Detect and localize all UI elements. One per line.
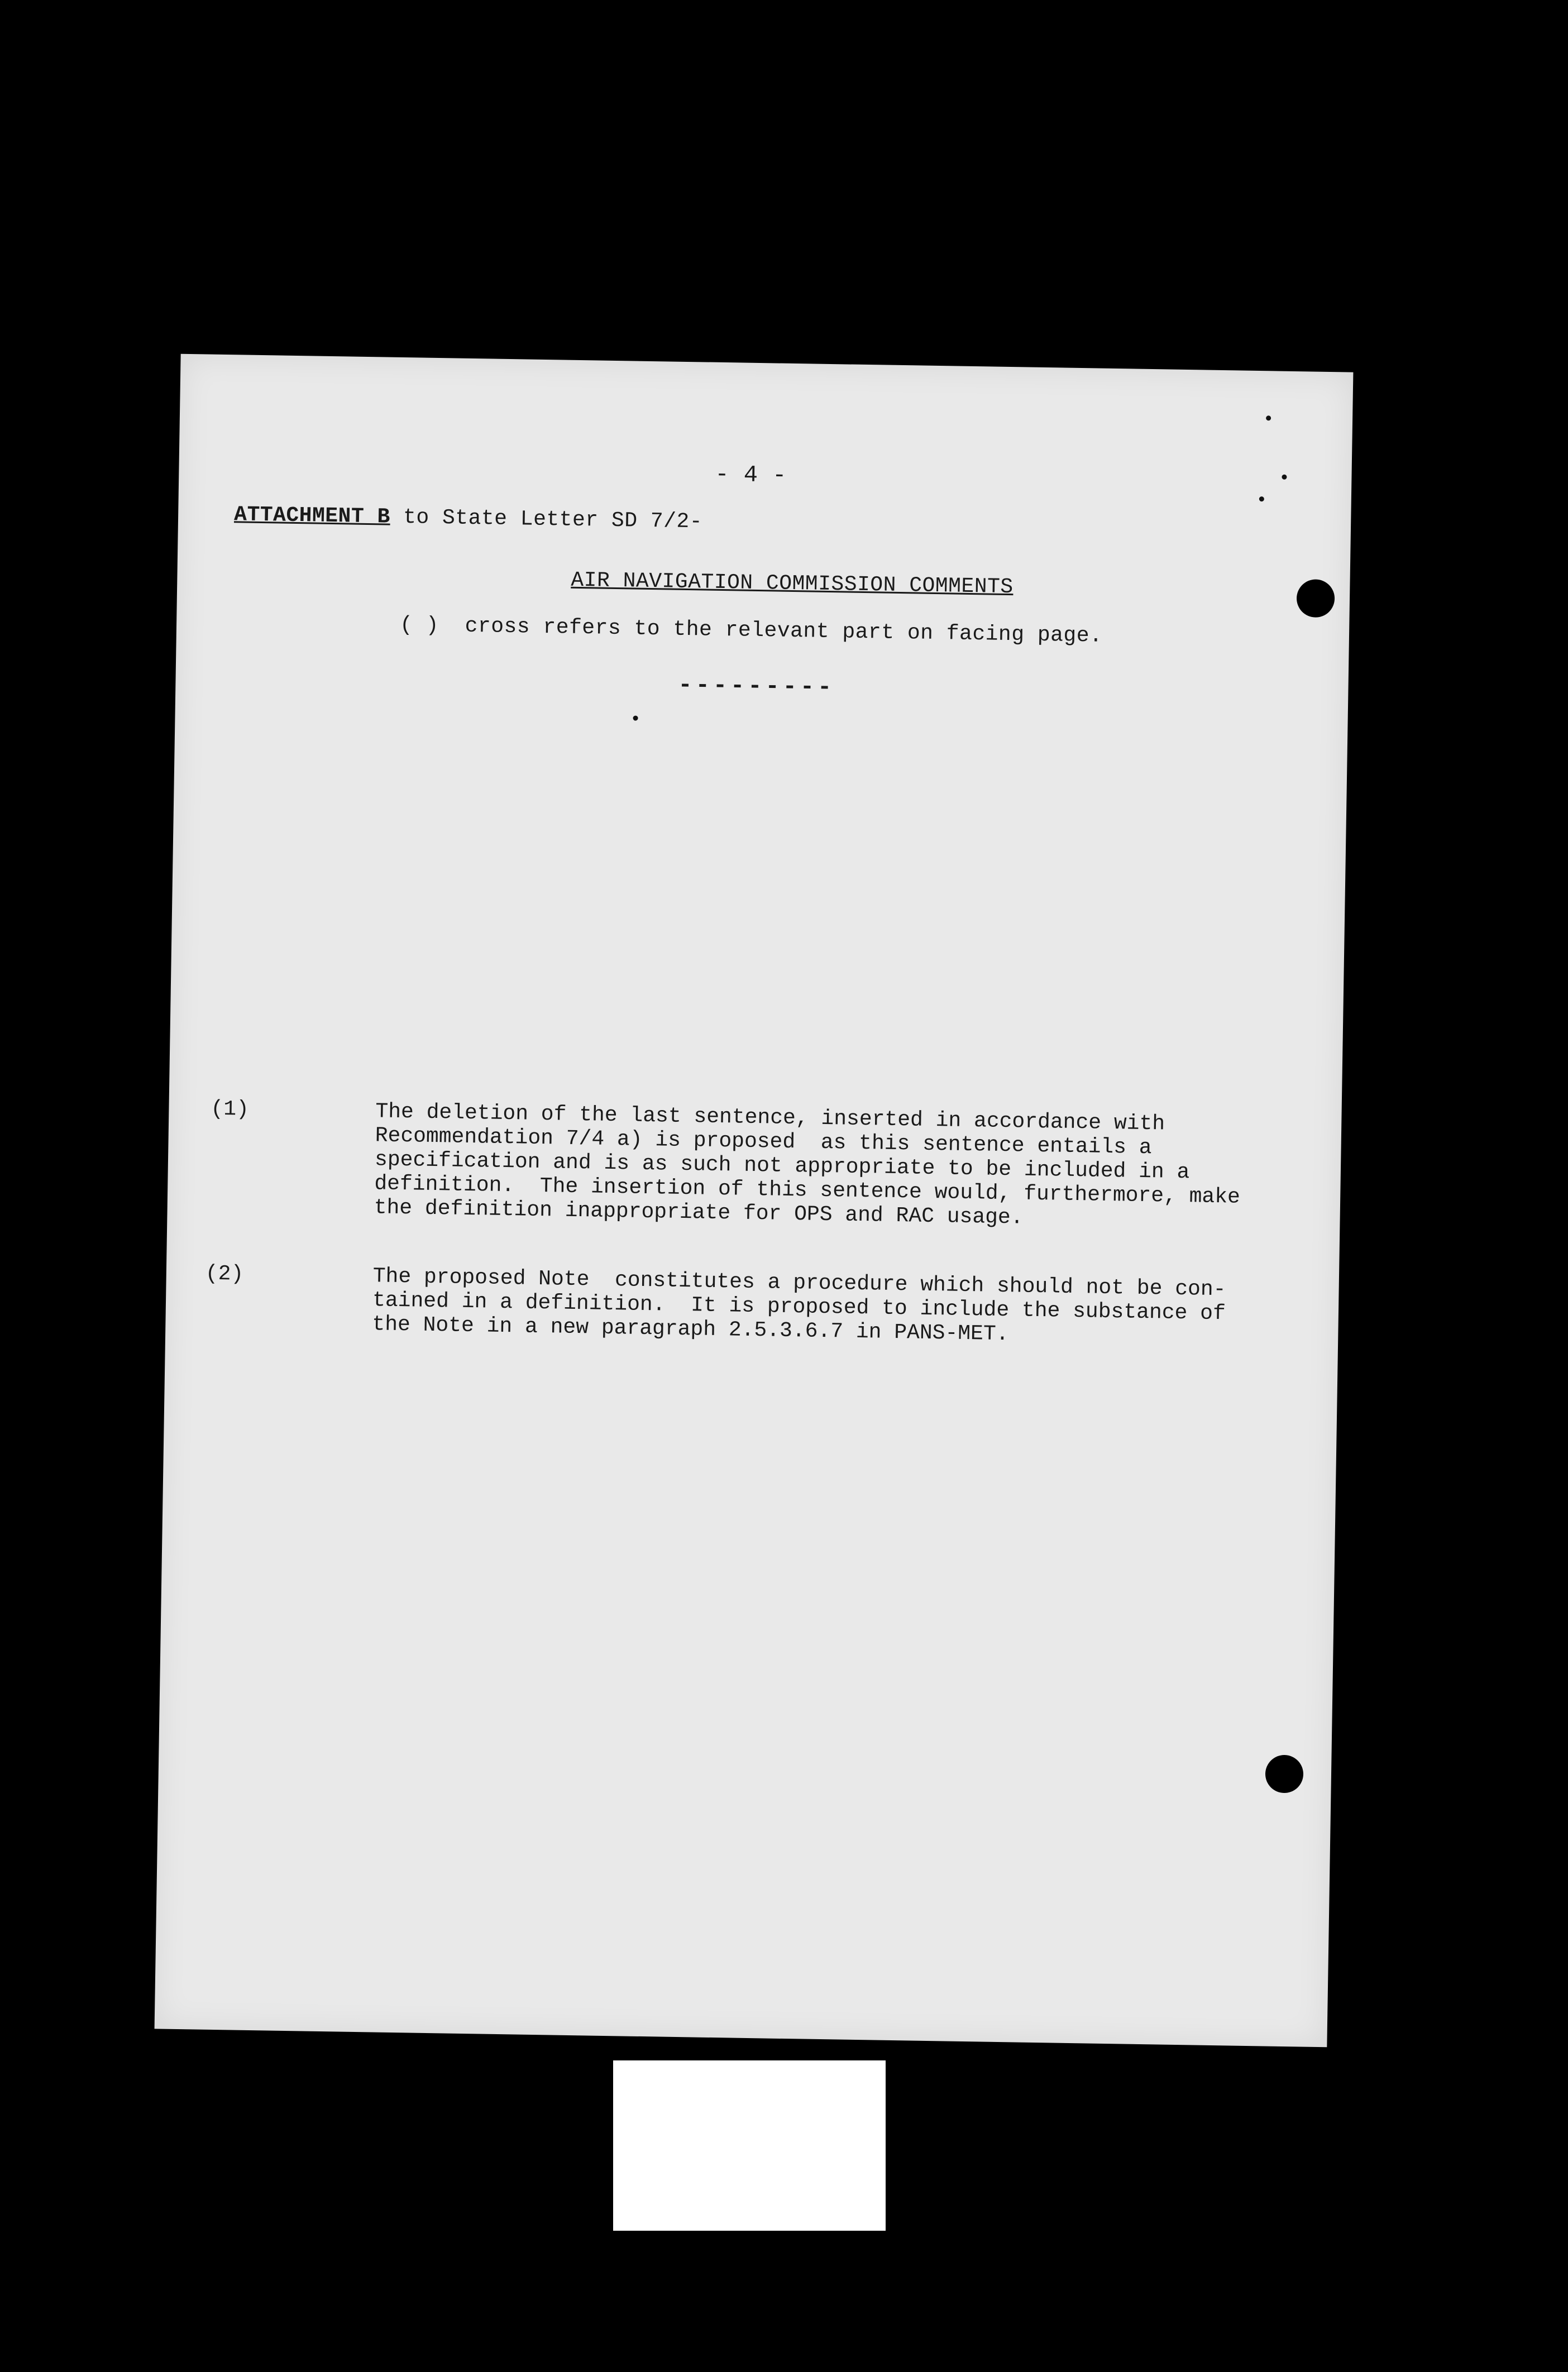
attachment-heading [234, 503, 703, 534]
scan-speck [1282, 475, 1287, 480]
cross-reference-note: ( ) cross refers to the relevant part on facing page. [399, 613, 1103, 648]
attachment-label: ATTACHMENT B [233, 503, 391, 529]
comment-text: The proposed Note constitutes a procedure which should not be con- tained in a definition. It is proposed to include the substance of the Note in a new paragraph 2.5.3.6.7 in PANS-MET. [372, 1264, 1226, 1347]
comment-number: (2) [205, 1261, 244, 1287]
comment-number: (1) [211, 1097, 250, 1122]
punch-hole-bottom [1265, 1755, 1303, 1794]
page-number: - 4 - [715, 461, 787, 489]
attachment-reference: to State Letter SD 7/2- [390, 505, 703, 534]
commission-title: AIR NAVIGATION COMMISSION COMMENTS [571, 568, 1014, 600]
blank-label-area [613, 2060, 886, 2231]
document-page [155, 354, 1354, 2048]
scan-speck [633, 715, 638, 720]
comment-text: The deletion of the last sentence, inserted in accordance with Recommendation 7/4 a) is proposed as this sentence entails a specification and is as such not appropriate to be included in a definition. The insertion of this sentence would, furthermore, make the definition inappropriate for OPS and RAC usage. [374, 1099, 1241, 1230]
section-separator: --------- [678, 671, 835, 701]
scan-speck [1259, 496, 1264, 501]
punch-hole-top [1297, 579, 1335, 618]
scan-speck [1266, 415, 1271, 420]
